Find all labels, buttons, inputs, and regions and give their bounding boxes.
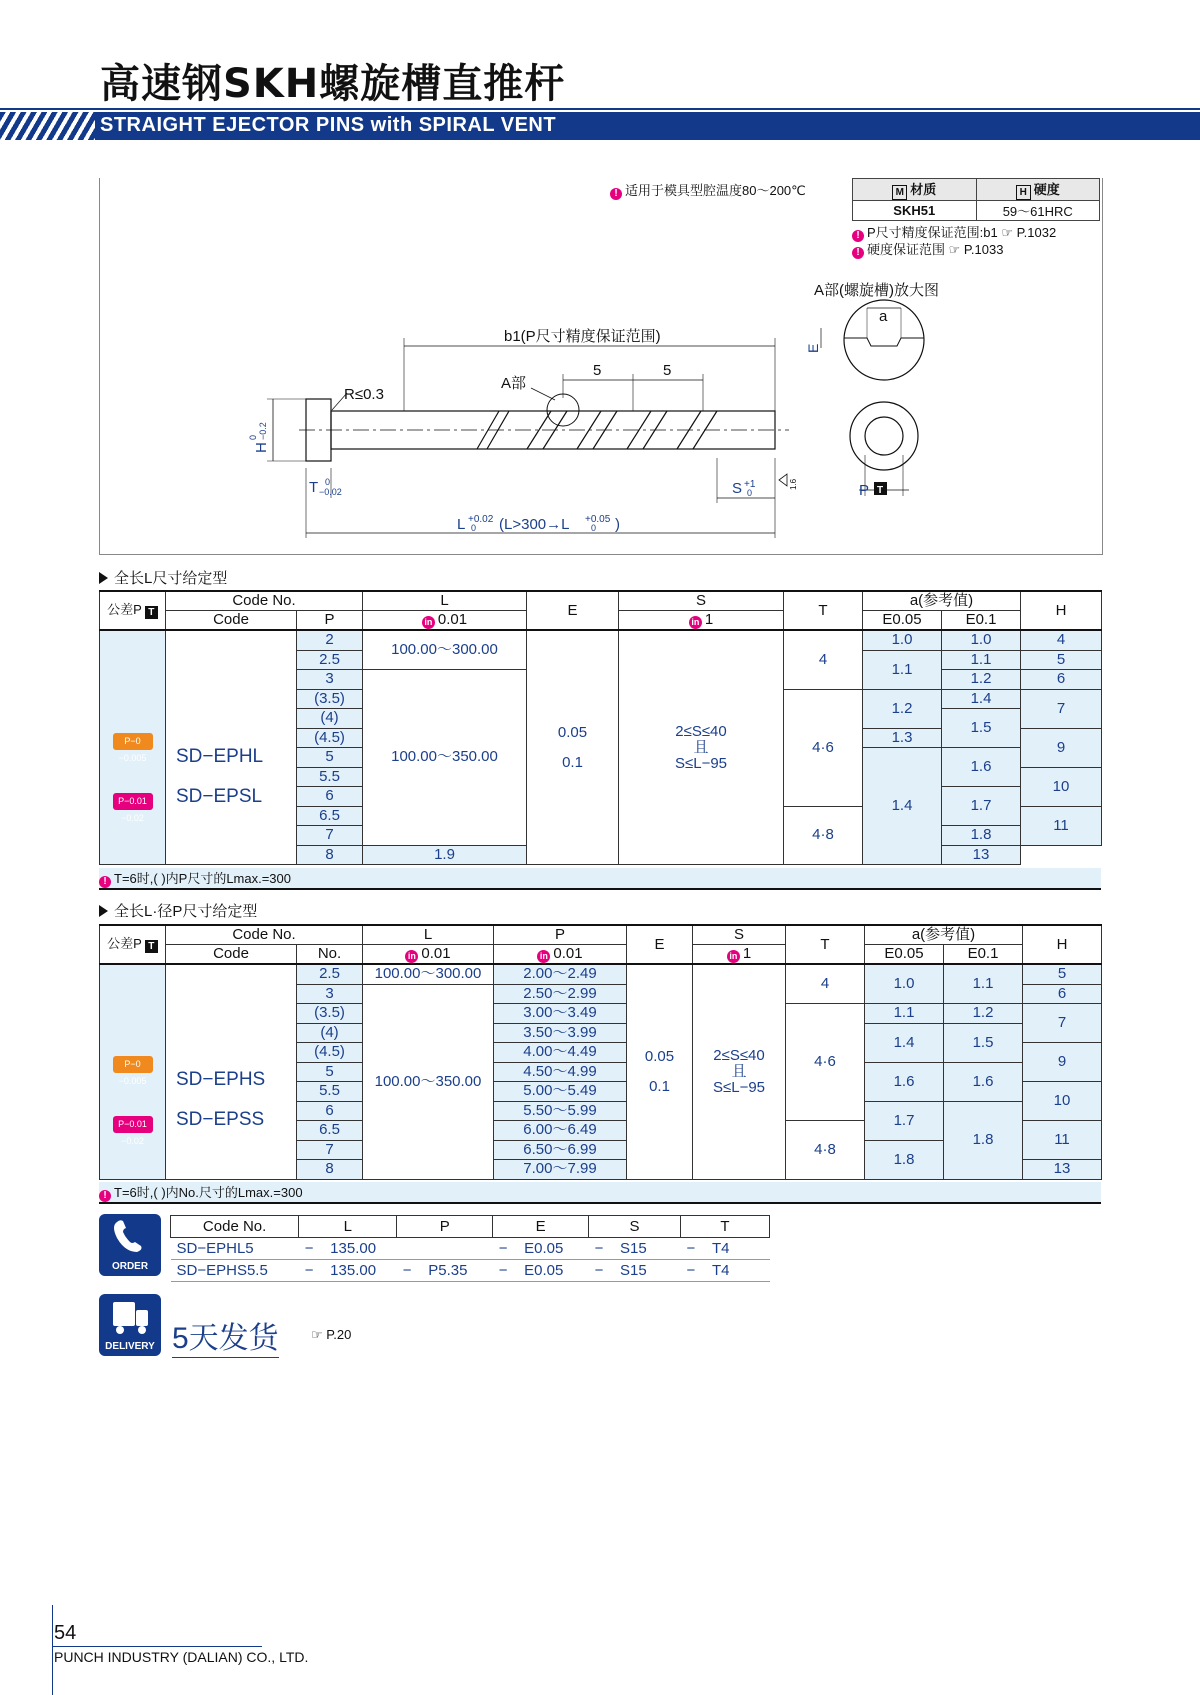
h-tol-lower: −0.2	[258, 422, 268, 440]
order-header: E	[493, 1216, 589, 1238]
t-cell: 4·8	[784, 806, 863, 865]
tolerance-tag: P−0.01 −0.02	[113, 793, 153, 810]
order-row	[171, 1238, 770, 1260]
table1-footnote	[99, 868, 1101, 890]
a005-cell: 1.1	[865, 1004, 944, 1024]
precision-note-ref[interactable]: P.1032	[1016, 225, 1057, 240]
a005-cell: 1.3	[863, 728, 942, 748]
footer-rule	[52, 1646, 262, 1647]
roughness-label: 1.6	[789, 478, 798, 490]
p-cell: 5.00～5.49	[494, 1082, 627, 1102]
p-cell: 6.50～6.99	[494, 1140, 627, 1160]
s-header: S	[693, 925, 786, 945]
e-value: 0.1	[562, 753, 583, 771]
p-cell: 3.00～3.49	[494, 1004, 627, 1024]
a-e005-header: E0.05	[865, 945, 944, 965]
t-header: T	[784, 591, 863, 630]
l-cell: 100.00～350.00	[363, 984, 494, 1179]
t-header: T	[786, 925, 865, 964]
no-cell: 6.5	[297, 1121, 363, 1141]
a01-cell: 1.2	[944, 1004, 1023, 1024]
no-header: No.	[297, 945, 363, 965]
code-name: SD−EPSL	[176, 785, 263, 807]
pointer-hand-icon: ☞	[948, 242, 961, 257]
page-title-cn: 高速钢SKH螺旋槽直推杆	[100, 61, 566, 107]
p-cell: 2.5	[297, 650, 363, 670]
p-unit-header: in 0.01	[494, 945, 627, 965]
tol-header: 公差P T	[100, 591, 166, 630]
no-cell: (3.5)	[297, 1004, 363, 1024]
p-cell: 6.00～6.49	[494, 1121, 627, 1141]
order-t: − T4	[681, 1260, 770, 1282]
delivery-icon	[99, 1294, 161, 1356]
increment-icon: in	[689, 616, 702, 629]
h-cell: 7	[1023, 1004, 1102, 1043]
p-cell: 4.00～4.49	[494, 1043, 627, 1063]
table2-footnote	[99, 1182, 1101, 1204]
code-header: Code	[166, 611, 297, 631]
l-tol-upper: +0.02	[468, 514, 494, 525]
p-header: P	[297, 611, 363, 631]
tol-cell	[100, 964, 166, 1179]
p-cell: 4.50～4.99	[494, 1062, 627, 1082]
no-cell: 2.5	[297, 964, 363, 984]
l-cell: 100.00～300.00	[363, 630, 527, 670]
p-cell: 7.00～7.99	[494, 1160, 627, 1180]
a01-cell: 1.0	[942, 630, 1021, 650]
a01-cell: 1.5	[942, 709, 1021, 748]
a-e01-header: E0.1	[944, 945, 1023, 965]
a-header: a(参考值)	[863, 591, 1021, 611]
order-e: − E0.05	[493, 1238, 589, 1260]
phone-icon	[99, 1214, 161, 1258]
l-tol-lower: 0	[471, 523, 477, 533]
precision-note-text: P尺寸精度保证范围:b1	[867, 225, 998, 240]
increment-icon: in	[405, 950, 418, 963]
a01-cell: 1.1	[942, 650, 1021, 670]
table2	[99, 924, 1102, 1180]
p-cell: 3.50～3.99	[494, 1023, 627, 1043]
s-value: 且	[693, 738, 709, 756]
code-name: SD−EPSS	[176, 1108, 265, 1130]
code-cell	[166, 630, 297, 865]
increment-icon: in	[537, 950, 550, 963]
a-header: a(参考值)	[865, 925, 1023, 945]
code-name: SD−EPHL	[176, 745, 264, 767]
tol-cell	[100, 630, 166, 865]
e-cell	[627, 964, 693, 1179]
material-header-text: 材质	[910, 182, 937, 197]
order-e: − E0.05	[493, 1260, 589, 1282]
order-s: − S15	[589, 1238, 681, 1260]
p-cell: 5	[297, 748, 363, 768]
a01-cell: 1.9	[363, 845, 527, 865]
tolerance-tag: P−0 −0.005	[113, 733, 153, 750]
p-cell: 6.5	[297, 806, 363, 826]
page-number: 54	[54, 1622, 77, 1644]
order-header: Code No.	[171, 1216, 299, 1238]
material-icon: M	[892, 185, 907, 200]
end-view-inner	[865, 417, 903, 455]
no-cell: 5.5	[297, 1082, 363, 1102]
info-icon: !	[610, 188, 622, 200]
radius-label: R≤0.3	[344, 386, 384, 403]
temperature-note-text: 适用于模具型腔温度80～200℃	[625, 183, 806, 198]
h-cell: 5	[1023, 964, 1102, 984]
h-label: H	[253, 442, 270, 453]
no-cell: 7	[297, 1140, 363, 1160]
order-row	[171, 1260, 770, 1282]
a005-cell: 1.8	[865, 1140, 944, 1179]
h-cell: 11	[1023, 1121, 1102, 1160]
h-header: H	[1023, 925, 1102, 964]
e-header: E	[527, 591, 619, 630]
pitch-label: 5	[593, 362, 602, 379]
t-tol-upper: 0	[325, 477, 331, 487]
info-icon: !	[852, 230, 864, 242]
order-header: L	[299, 1216, 397, 1238]
a005-cell: 1.7	[865, 1101, 944, 1140]
p-cell: 2.50～2.99	[494, 984, 627, 1004]
hardness-value: 59～61HRC	[976, 201, 1100, 221]
order-code: SD−EPHS5.5	[171, 1260, 299, 1282]
info-icon: !	[99, 876, 111, 888]
order-icon	[99, 1214, 161, 1276]
h-header: H	[1021, 591, 1102, 630]
codeno-header: Code No.	[166, 925, 363, 945]
h-cell: 10	[1021, 767, 1102, 806]
l-close: )	[615, 516, 620, 533]
p-label: P	[859, 482, 870, 499]
end-view-outer	[850, 402, 918, 470]
h-cell: 5	[1021, 650, 1102, 670]
h-cell: 7	[1021, 689, 1102, 728]
s-value: 2≤S≤40	[713, 1046, 765, 1064]
h-cell: 11	[1021, 806, 1102, 845]
a01-cell: 1.6	[944, 1062, 1023, 1101]
order-l: − 135.00	[299, 1260, 397, 1282]
order-p: − P5.35	[397, 1260, 493, 1282]
order-code: SD−EPHL5	[171, 1238, 299, 1260]
code-cell	[166, 964, 297, 1179]
delivery-icon-label: DELIVERY	[105, 1341, 155, 1352]
order-table	[170, 1215, 770, 1282]
pointer-hand-icon: ☞	[311, 1327, 323, 1342]
tol-t-icon: T	[145, 940, 158, 953]
table2-footnote-text: T=6时,( )内No.尺寸的Lmax.=300	[114, 1185, 303, 1200]
p-cell: 7	[297, 826, 363, 846]
p-header: P	[494, 925, 627, 945]
pin-drawing	[99, 178, 1101, 554]
s-value: S≤L−95	[674, 754, 728, 772]
a-part-label: A部	[501, 375, 527, 392]
l-unit-header: in 0.01	[363, 611, 527, 631]
p-cell: 8	[297, 845, 363, 865]
s-value: 且	[731, 1062, 747, 1080]
l-tol2-upper: +0.05	[585, 514, 611, 525]
p-cell: (4.5)	[297, 728, 363, 748]
a01-cell: 1.7	[942, 787, 1021, 826]
p-t-icon: T	[877, 485, 884, 496]
codeno-header: Code No.	[166, 591, 363, 611]
p-cell: (3.5)	[297, 689, 363, 709]
no-cell: 6	[297, 1101, 363, 1121]
h-cell: 9	[1021, 728, 1102, 767]
t-cell: 4	[786, 964, 865, 1004]
a-part-circle	[547, 394, 579, 426]
increment-icon: in	[727, 950, 740, 963]
a005-cell: 1.0	[865, 964, 944, 1004]
delivery-ref	[311, 1327, 351, 1343]
detail-e-label: E	[805, 343, 821, 353]
h-cell: 13	[942, 845, 1021, 865]
order-header: T	[681, 1216, 770, 1238]
order-header: P	[397, 1216, 493, 1238]
s-tol-upper: +1	[744, 479, 756, 490]
order-t: − T4	[681, 1238, 770, 1260]
t-cell: 4·8	[786, 1121, 865, 1180]
l-header: L	[363, 925, 494, 945]
a005-cell: 1.1	[863, 650, 942, 689]
company-name: PUNCH INDUSTRY (DALIAN) CO., LTD.	[54, 1649, 309, 1665]
info-icon: !	[852, 247, 864, 259]
hardness-icon: H	[1016, 185, 1031, 200]
l-range-label: (L>300→L	[499, 516, 570, 533]
a01-cell: 1.8	[944, 1101, 1023, 1179]
table1	[99, 590, 1102, 865]
a005-cell: 1.4	[863, 748, 942, 865]
a01-cell: 1.8	[942, 826, 1021, 846]
t-label: T	[309, 479, 319, 496]
a-e005-header: E0.05	[863, 611, 942, 631]
h-cell: 4	[1021, 630, 1102, 650]
s-cell	[693, 964, 786, 1179]
t-cell: 4·6	[786, 1004, 865, 1121]
a005-cell: 1.6	[865, 1062, 944, 1101]
a01-cell: 1.4	[942, 689, 1021, 709]
code-name: SD−EPHS	[176, 1068, 266, 1090]
detail-a-label: a	[879, 308, 888, 325]
order-header: S	[589, 1216, 681, 1238]
h-cell: 6	[1023, 984, 1102, 1004]
l-tol2-lower: 0	[591, 523, 597, 533]
p-cell: 3	[297, 670, 363, 690]
l-header: L	[363, 591, 527, 611]
l-unit-header: in 0.01	[363, 945, 494, 965]
l-label: L	[457, 516, 466, 533]
e-value: 0.1	[649, 1077, 670, 1095]
info-icon: !	[99, 1190, 111, 1202]
s-unit-header: in 1	[619, 611, 784, 631]
footer-rule-vertical	[52, 1605, 53, 1695]
hardness-note-ref[interactable]: P.1033	[963, 242, 1004, 257]
s-header: S	[619, 591, 784, 611]
tolerance-tag: P−0 −0.005	[113, 1056, 153, 1073]
no-cell: (4.5)	[297, 1043, 363, 1063]
no-cell: 5	[297, 1062, 363, 1082]
b1-label: b1(P尺寸精度保证范围)	[504, 328, 661, 345]
title-stripes	[0, 112, 95, 140]
pointer-hand-icon: ☞	[1001, 225, 1014, 240]
delivery-ref-link[interactable]: P.20	[326, 1327, 352, 1342]
h-cell: 9	[1023, 1043, 1102, 1082]
table1-section-title: 全长L尺寸给定型	[99, 567, 227, 588]
h-cell: 10	[1023, 1082, 1102, 1121]
order-p	[397, 1238, 493, 1260]
detail-title: A部(螺旋槽)放大图	[814, 282, 939, 299]
a005-cell: 1.2	[863, 689, 942, 728]
h-cell: 13	[1023, 1160, 1102, 1180]
a01-cell: 1.5	[944, 1023, 1023, 1062]
a005-cell: 1.4	[865, 1023, 944, 1062]
l-cell: 100.00～350.00	[363, 670, 527, 846]
s-value: 2≤S≤40	[675, 722, 727, 740]
p-cell: (4)	[297, 709, 363, 729]
a-e01-header: E0.1	[942, 611, 1021, 631]
e-value: 0.05	[644, 1047, 675, 1065]
h-tol-upper: 0	[248, 434, 258, 440]
s-label: S	[732, 480, 743, 497]
p-cell: 5.50～5.99	[494, 1101, 627, 1121]
s-unit-header: in 1	[693, 945, 786, 965]
material-value: SKH51	[853, 201, 977, 221]
t-cell: 4	[784, 630, 863, 689]
delivery-text: 5天发货	[172, 1313, 279, 1358]
s-cell	[619, 630, 784, 865]
order-icon-label: ORDER	[111, 1261, 149, 1272]
p-cell: 6	[297, 787, 363, 807]
tol-header: 公差P T	[100, 925, 166, 964]
code-header: Code	[166, 945, 297, 965]
no-cell: (4)	[297, 1023, 363, 1043]
hardness-header-text: 硬度	[1033, 182, 1060, 197]
h-cell: 6	[1021, 670, 1102, 690]
s-tol-lower: 0	[747, 488, 753, 498]
a01-cell: 1.2	[942, 670, 1021, 690]
a005-cell: 1.0	[863, 630, 942, 650]
table2-section-title: 全长L·径P尺寸给定型	[99, 900, 257, 921]
increment-icon: in	[422, 616, 435, 629]
e-cell	[527, 630, 619, 865]
table1-footnote-text: T=6时,( )内P尺寸的Lmax.=300	[114, 871, 291, 886]
hardness-note-text: 硬度保证范围	[867, 242, 946, 257]
tolerance-tag: P−0.01 −0.02	[113, 1116, 153, 1133]
a01-cell: 1.1	[944, 964, 1023, 1004]
p-cell: 2.00～2.49	[494, 964, 627, 984]
title-rule	[0, 108, 1200, 110]
no-cell: 8	[297, 1160, 363, 1180]
truck-icon	[99, 1294, 161, 1338]
t-tol-lower: −0.02	[319, 487, 342, 497]
e-header: E	[627, 925, 693, 964]
page-title-en: STRAIGHT EJECTOR PINS with SPIRAL VENT	[100, 114, 557, 136]
a01-cell: 1.6	[942, 748, 1021, 787]
s-value: S≤L−95	[712, 1078, 766, 1096]
order-l: − 135.00	[299, 1238, 397, 1260]
pitch-label: 5	[663, 362, 672, 379]
p-cell: 5.5	[297, 767, 363, 787]
order-s: − S15	[589, 1260, 681, 1282]
e-value: 0.05	[557, 723, 588, 741]
no-cell: 3	[297, 984, 363, 1004]
tol-t-icon: T	[145, 606, 158, 619]
l-cell: 100.00～300.00	[363, 964, 494, 984]
p-cell: 2	[297, 630, 363, 650]
t-cell: 4·6	[784, 689, 863, 806]
